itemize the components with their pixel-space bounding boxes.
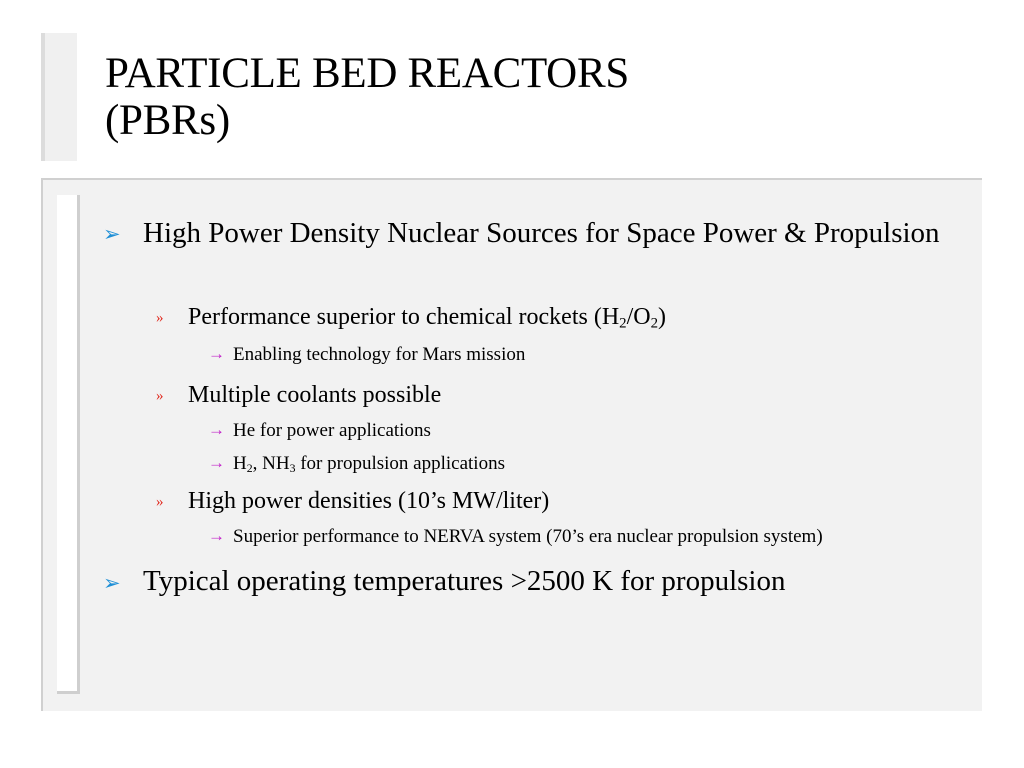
item-nerva-comparison: Superior performance to NERVA system (70’s era nuclear propulsion system) bbox=[233, 526, 823, 547]
sub-bullet-performance-text: Performance superior to chemical rockets (H bbox=[188, 304, 620, 330]
bullet-operating-temperatures: Typical operating temperatures >2500 K for propulsion bbox=[143, 565, 786, 597]
subscript-o2: 2 bbox=[650, 315, 659, 332]
item-nh3-text: , NH bbox=[252, 453, 290, 474]
item-h2-nh3-propulsion bbox=[233, 452, 505, 476]
sub-bullet-performance-mid: /O bbox=[626, 304, 651, 330]
slide-title-line2: (PBRs) bbox=[105, 97, 230, 144]
item-enabling-technology: Enabling technology for Mars mission bbox=[233, 344, 526, 365]
sub-bullet-marker-icon: » bbox=[156, 388, 164, 404]
title-accent-bar-edge bbox=[41, 33, 45, 161]
slide-title-line1: PARTICLE BED REACTORS bbox=[105, 50, 629, 97]
content-accent-bar bbox=[57, 195, 80, 694]
sub-bullet-high-power-densities: High power densities (10’s MW/liter) bbox=[188, 488, 550, 514]
bullet-arrow-icon: ➢ bbox=[103, 222, 121, 246]
bullet-arrow-icon: ➢ bbox=[103, 571, 121, 595]
slide-title bbox=[105, 50, 629, 144]
subscript-3: 3 bbox=[289, 461, 296, 475]
arrow-right-icon: → bbox=[208, 344, 225, 363]
arrow-right-icon: → bbox=[208, 420, 225, 439]
subscript-2: 2 bbox=[246, 461, 253, 475]
sub-bullet-marker-icon: » bbox=[156, 310, 164, 326]
item-propulsion-text: for propulsion applications bbox=[295, 453, 505, 474]
sub-bullet-multiple-coolants: Multiple coolants possible bbox=[188, 382, 442, 408]
item-he-power: He for power applications bbox=[233, 420, 431, 441]
sub-bullet-performance-end: ) bbox=[658, 304, 667, 330]
content-panel bbox=[41, 178, 982, 711]
title-accent-bar bbox=[41, 33, 77, 161]
sub-bullet-performance bbox=[188, 302, 666, 332]
subscript-h2: 2 bbox=[619, 315, 627, 332]
arrow-right-icon: → bbox=[208, 453, 225, 472]
arrow-right-icon: → bbox=[208, 526, 225, 545]
sub-bullet-marker-icon: » bbox=[156, 494, 164, 510]
item-h2-text: H bbox=[233, 453, 247, 474]
bullet-high-power-density: High Power Density Nuclear Sources for Space Power & Propulsion bbox=[143, 217, 940, 249]
